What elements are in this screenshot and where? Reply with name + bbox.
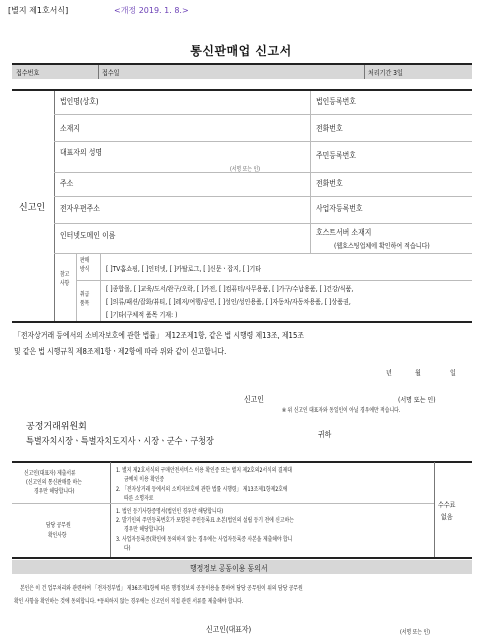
submit-docs-label-1: 신고인(대표자) 제출서류 xyxy=(24,470,76,477)
signature-note: ※ 위 신고인 대표자와 동일인이 아닐 경우에만 적습니다. xyxy=(282,407,401,414)
home-address-label: 주소 xyxy=(60,179,74,188)
official-check-label-1: 담당 공무원 xyxy=(46,522,71,529)
phone-label-1: 전화번호 xyxy=(316,124,343,133)
submit-doc-2b: 따른 소명자료 xyxy=(124,495,154,502)
revision-note: <개정 2019. 1. 8.> xyxy=(114,6,189,15)
submit-doc-1b: 금예치 이용 확인증 xyxy=(124,476,165,483)
submit-docs-label-2: (신고인의 통신판매를 하는 xyxy=(26,479,82,486)
official-item-2a: 2. 발기인의 주민등록번호가 포함된 주민등록표 초본(법인의 설립 등기 전에 신고하는 xyxy=(116,517,294,524)
date-year: 년 xyxy=(386,369,392,377)
signature-label: 신고인 xyxy=(244,395,264,404)
consent-text-1: 본인은 이 건 업무처리와 관련하여 「전자정부법」 제36조제1항에 따른 행정정보의 공동이용을 통하여 담당 공무원이 위의 담당 공무원 xyxy=(20,585,303,592)
recipient-ftc: 공정거래위원회 xyxy=(26,422,87,432)
recipient-local-heads: 특별자치시장ㆍ특별자치도지사ㆍ시장ㆍ군수ㆍ구청장 xyxy=(26,437,214,447)
signature-sign: (서명 또는 인) xyxy=(398,396,436,404)
receipt-date-label: 접수일 xyxy=(102,69,120,77)
rep-sign-note: (서명 또는 인) xyxy=(230,166,260,173)
consent-signer: 신고인(대표자) xyxy=(206,625,252,634)
fee-value: 없음 xyxy=(441,513,453,521)
form-title: 통신판매업 신고서 xyxy=(190,44,292,58)
host-server-label: 호스트서버 소재지 xyxy=(316,228,372,237)
items-line-1: [ ]종합몰, [ ]교육/도서/완구/오락, [ ]가전, [ ]컴퓨터/사무용품, [ ]가구/수납용품, [ ]건강/식품, xyxy=(106,285,354,293)
reference-side-label: 참고 사항 xyxy=(60,271,70,287)
fee-label: 수수료 xyxy=(438,501,456,509)
receipt-number-label: 접수번호 xyxy=(16,69,40,77)
recipient-suffix: 귀하 xyxy=(318,430,332,439)
consent-text-2: 확인 사항을 확인하는 것에 동의합니다. *동의하지 않는 경우에는 신고인이 직접 관련 서류를 제출해야 합니다. xyxy=(14,598,244,605)
corp-reg-number-label: 법인등록번호 xyxy=(316,97,356,106)
representative-name-label: 대표자의 성명 xyxy=(60,148,103,157)
statement-line-2: 및 같은 법 시행규칙 제8조제1항ㆍ제2항에 따라 위와 같이 신고합니다. xyxy=(14,347,227,356)
official-item-3b: 다) xyxy=(124,545,131,552)
items-line-3: [ ]기타(구체적 품목 기재: ) xyxy=(106,311,178,319)
date-month: 월 xyxy=(415,369,421,377)
items-label: 취급 품목 xyxy=(80,291,90,307)
email-label: 전자우편주소 xyxy=(60,204,100,213)
official-item-3a: 3. 사업자등록증(확인에 동의하지 않는 경우에는 사업자등록증 사본을 제출해야 합니 xyxy=(116,536,293,543)
phone-label-2: 전화번호 xyxy=(316,179,343,188)
domain-name-label: 인터넷도메인 이름 xyxy=(60,231,116,240)
corp-name-label: 법인명(상호) xyxy=(60,97,99,106)
submit-docs-label-3: 경우만 해당합니다) xyxy=(34,488,75,495)
consent-sign: (서명 또는 인) xyxy=(400,629,430,636)
applicant-section-label: 신고인 xyxy=(19,203,46,213)
items-line-2: [ ]의류/패션/잡화/뷰티, [ ]레저/여행/공연, [ ]성인/성인용품, [ ]자동차/자동차용품, [ ]상품권, xyxy=(106,298,351,306)
official-item-2b: 경우만 해당합니다) xyxy=(124,526,165,533)
sales-methods: [ ]TV홈쇼핑, [ ]인터넷, [ ]카탈로그, [ ]신문ㆍ잡지, [ ]기타 xyxy=(106,265,262,273)
form-number: [별지 제1호서식] xyxy=(8,6,69,15)
statement-line-1: 「전자상거래 등에서의 소비자보호에 관한 법률」 제12조제1항, 같은 법 시행령 제13조, 제15조 xyxy=(14,331,304,340)
address-label: 소재지 xyxy=(60,124,80,133)
submit-doc-2a: 2. 「전자상거래 등에서의 소비자보호에 관한 법률 시행령」 제13조제1항제2호에 xyxy=(116,486,288,493)
biz-reg-number-label: 사업자등록번호 xyxy=(316,204,363,213)
resident-number-label: 주민등록번호 xyxy=(316,151,356,160)
processing-period-label: 처리기간 3일 xyxy=(368,69,403,77)
official-check-label-2: 확인사항 xyxy=(48,532,67,539)
official-item-1: 1. 법인 등기사항증명서(법인인 경우만 해당합니다) xyxy=(116,508,224,515)
host-server-note: (웹호스팅업체에 확인하여 적습니다) xyxy=(334,242,430,250)
sales-method-label: 판매 방식 xyxy=(80,257,90,273)
submit-doc-1a: 1. 별지 제2호서식의 구매안전서비스 이용 확인증 또는 별지 제2호의2서식의 결제대 xyxy=(116,467,292,474)
consent-title: 행정정보 공동이용 동의서 xyxy=(190,564,268,573)
date-day: 일 xyxy=(450,369,456,377)
applicant-label-divider xyxy=(54,91,55,322)
